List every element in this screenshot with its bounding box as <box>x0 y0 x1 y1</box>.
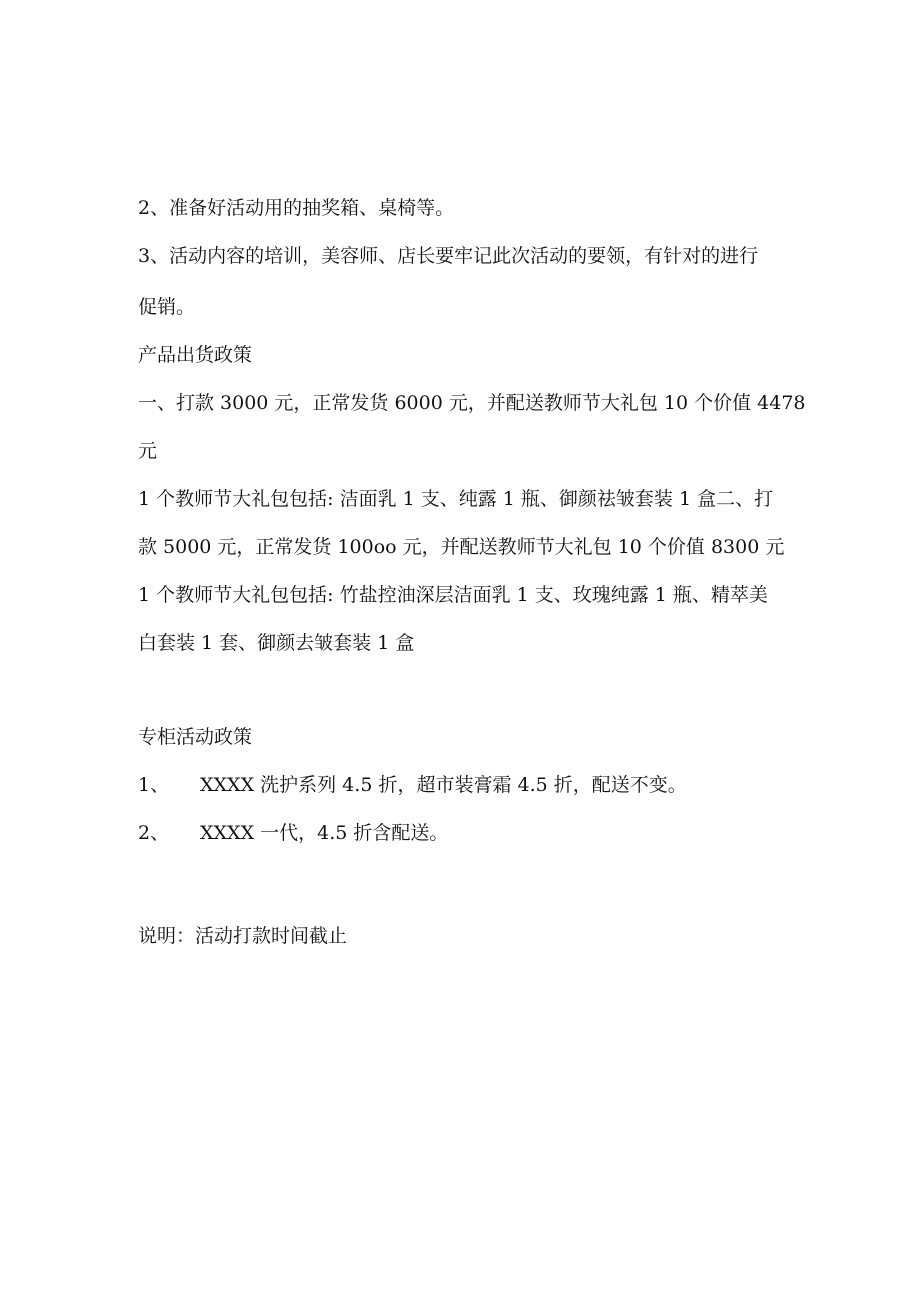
shipping-policy-1-line-1: 一、打款 3000 元，正常发货 6000 元，并配送教师节大礼包 10 个价值 4478 <box>138 392 806 414</box>
prep-item-3-line-1: 3、活动内容的培训，美容师、店长要牢记此次活动的要领，有针对的进行 <box>138 245 759 267</box>
note-text: 说明：活动打款时间截止 <box>138 925 348 947</box>
shipping-policy-heading: 产品出货政策 <box>138 344 253 366</box>
counter-item-2-text: XXXX 一代，4.5 折含配送。 <box>200 822 449 844</box>
gift-pack-1-line-2: 款 5000 元，正常发货 100oo 元，并配送教师节大礼包 10 个价值 8300 元 <box>138 536 785 558</box>
counter-item-1-number: 1、 <box>138 774 170 796</box>
gift-pack-2-line-2: 白套装 1 套、御颜去皱套装 1 盒 <box>138 632 415 654</box>
counter-policy-heading: 专柜活动政策 <box>138 726 253 748</box>
gift-pack-2-line-1: 1 个教师节大礼包包括: 竹盐控油深层洁面乳 1 支、玫瑰纯露 1 瓶、精萃美 <box>138 584 768 606</box>
gift-pack-1-line-1: 1 个教师节大礼包包括: 洁面乳 1 支、纯露 1 瓶、御颜祛皱套装 1 盒二、打 <box>138 488 774 510</box>
shipping-policy-1-line-2: 元 <box>138 440 158 462</box>
counter-item-1-text: XXXX 洗护系列 4.5 折，超市装膏霜 4.5 折，配送不变。 <box>200 774 687 796</box>
prep-item-3-line-2: 促销。 <box>138 296 196 318</box>
counter-item-2-number: 2、 <box>138 822 170 844</box>
prep-item-2: 2、准备好活动用的抽奖箱、桌椅等。 <box>138 197 455 219</box>
